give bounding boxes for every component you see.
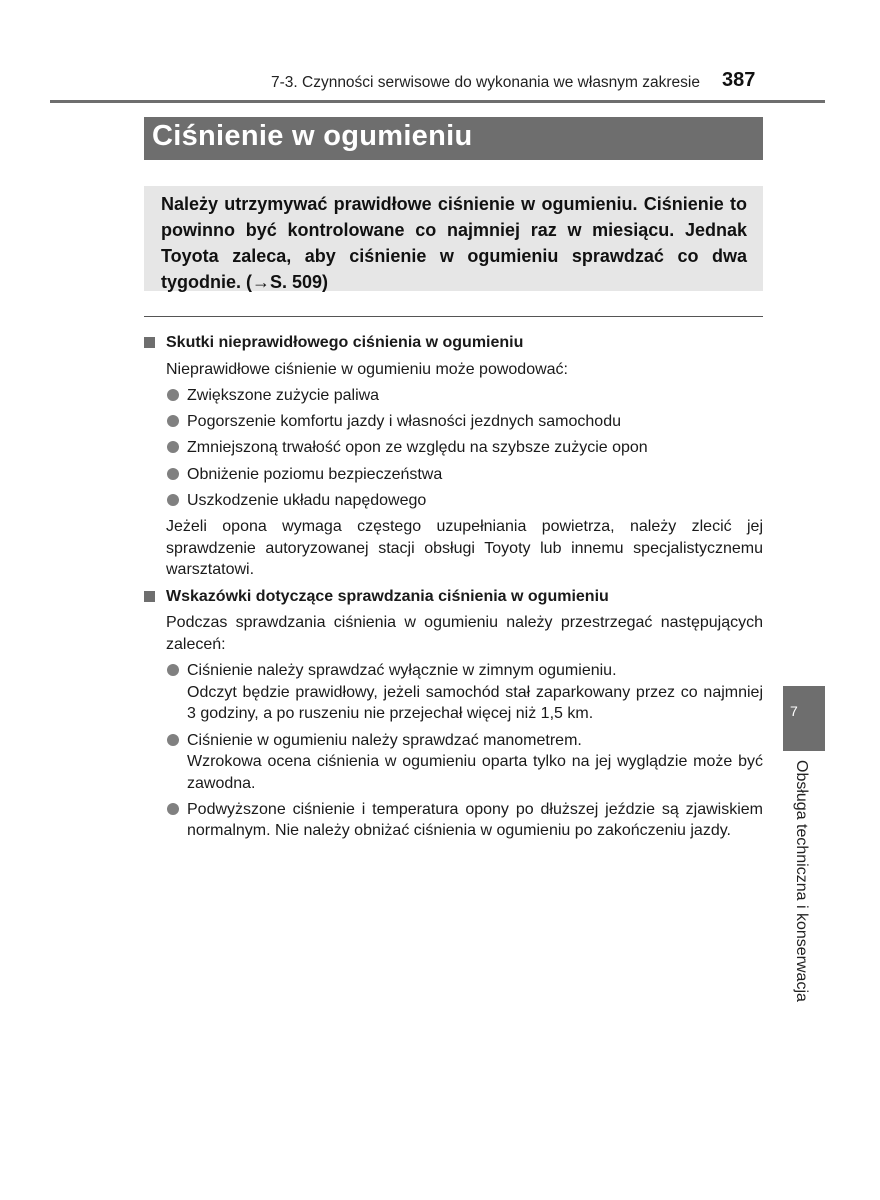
intro-box: [144, 186, 763, 291]
page-number: 387: [722, 69, 756, 91]
square-bullet-icon: [144, 591, 155, 602]
round-bullet-icon: [167, 468, 179, 480]
content: [144, 328, 763, 842]
header-rule: [50, 100, 825, 103]
list-item-text: Ciśnienie należy sprawdzać wyłącznie w zimnym ogumieniu.: [187, 662, 617, 680]
round-bullet-icon: [167, 803, 179, 815]
list-item: [144, 385, 763, 407]
round-bullet-icon: [167, 389, 179, 401]
round-bullet-icon: [167, 494, 179, 506]
chapter-tab: [783, 686, 825, 751]
list-item-text: Zmniejszoną trwałość opon ze względu na szybsze zużycie opon: [187, 439, 648, 457]
list-item: [144, 660, 763, 725]
list-item: [144, 730, 763, 795]
content-rule: [144, 316, 763, 317]
list-item-text: Pogorszenie komfortu jazdy i własności jezdnych samochodu: [187, 413, 621, 431]
round-bullet-icon: [167, 664, 179, 676]
list-item-text: Zwiększone zużycie paliwa: [187, 386, 380, 404]
list-item: [144, 490, 763, 512]
square-bullet-icon: [144, 337, 155, 348]
section-heading-text: Skutki nieprawidłowego ciśnienia w ogumieniu: [166, 334, 524, 351]
list-item-detail: Odczyt będzie prawidłowy, jeżeli samochód stał zaparkowany przez co najmniej 3 godziny, a po ruszeniu nie przejechał więcej niż 1,5 km.: [187, 683, 763, 723]
effects-list: [144, 385, 763, 512]
round-bullet-icon: [167, 441, 179, 453]
list-item: [144, 437, 763, 459]
list-item-text: Podwyższone ciśnienie i temperatura opony po dłuższej jeździe są zjawiskiem normalnym. Nie należy obniżać ciśnienia w ogumieniu po zakończeniu jazdy.: [187, 800, 763, 840]
round-bullet-icon: [167, 734, 179, 746]
section-lead: Nieprawidłowe ciśnienie w ogumieniu może powodować:: [166, 360, 568, 378]
tips-list: [144, 660, 763, 842]
intro-text: Należy utrzymywać prawidłowe ciśnienie w ogumieniu. Ciśnienie to powinno być kontrolowane co najmniej raz w miesiącu. Jednak Toyota zaleca, aby ciśnienie w ogumieniu sprawdzać co dwa tygodnie. (→S. 509): [161, 194, 747, 292]
list-item-text: Uszkodzenie układu napędowego: [187, 491, 427, 509]
list-item-text: Obniżenie poziomu bezpieczeństwa: [187, 465, 443, 483]
list-item-detail: Wzrokowa ocena ciśnienia w ogumieniu oparta tylko na jej wyglądzie może być zawodna.: [187, 753, 763, 792]
header-section-title: 7-3. Czynności serwisowe do wykonania we własnym zakresie: [270, 74, 700, 91]
title-bar: [144, 117, 763, 160]
chapter-side-label: [782, 760, 812, 1030]
section-heading-effects: [144, 332, 763, 354]
section-heading-text: Wskazówki dotyczące sprawdzania ciśnienia w ogumieniu: [166, 587, 609, 605]
round-bullet-icon: [167, 415, 179, 427]
chapter-number: 7: [790, 703, 798, 719]
list-item: [144, 411, 763, 433]
chapter-title: Obsługa techniczna i konserwacja: [793, 760, 810, 1002]
section-lead: Podczas sprawdzania ciśnienia w ogumieniu należy przestrzegać następujących zaleceń:: [166, 614, 763, 653]
list-item-text: Ciśnienie w ogumieniu należy sprawdzać manometrem.: [187, 731, 582, 749]
page-title: Ciśnienie w ogumieniu: [152, 120, 473, 152]
list-item: [144, 464, 763, 486]
list-item: [144, 799, 763, 842]
section-note: Jeżeli opona wymaga częstego uzupełniania powietrza, należy zlecić jej sprawdzenie autoryzowanej stacji obsługi Toyoty lub innemu specjalistycznemu warsztatowi.: [166, 518, 763, 579]
section-heading-tips: [144, 586, 763, 608]
